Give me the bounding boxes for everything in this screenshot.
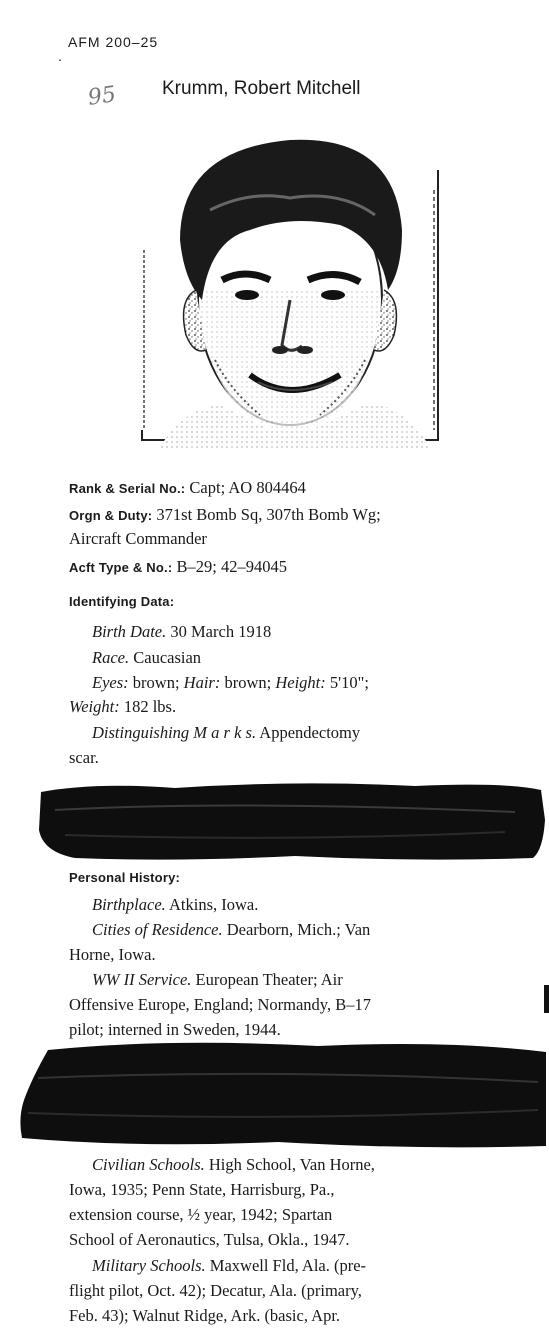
scan-artifact [544, 985, 549, 1013]
handwritten-page-number: 95 [86, 82, 118, 111]
ww2-value: European Theater; Air [191, 970, 343, 989]
redaction-bar [35, 780, 547, 862]
marks-value: Appendectomy [256, 723, 361, 742]
height-value: 5'10"; [325, 673, 369, 692]
form-number: AFM 200–25 [68, 34, 159, 50]
cities-label: Cities of Residence. [92, 920, 223, 939]
birthplace-value: Atkins, Iowa. [165, 895, 259, 914]
birth-line [92, 622, 271, 642]
ww2-line-2: Offensive Europe, England; Normandy, B–17 [69, 995, 371, 1014]
weight-value: 182 lbs. [119, 697, 177, 716]
acft-line [69, 557, 287, 577]
identifying-heading: Identifying Data: [69, 594, 175, 609]
civ-line-2: Iowa, 1935; Penn State, Harrisburg, Pa., [69, 1180, 335, 1199]
personal-heading: Personal History: [69, 870, 181, 885]
race-value: Caucasian [129, 648, 202, 667]
cities-line-2: Horne, Iowa. [69, 945, 156, 964]
eyes-value: brown; [128, 673, 184, 692]
redaction-bar-large [18, 1038, 548, 1150]
marks-label: Distinguishing M a r k s. [92, 723, 257, 742]
birthplace-line [92, 895, 258, 915]
marks-line [92, 723, 360, 743]
ww2-line [92, 970, 343, 990]
mil-line [92, 1256, 366, 1276]
person-name: Krumm, Robert Mitchell [162, 78, 361, 99]
cities-value: Dearborn, Mich.; Van [222, 920, 371, 939]
birth-value: 30 March 1918 [166, 622, 272, 641]
orgn-line [69, 505, 381, 525]
mil-line-2: flight pilot, Oct. 42); Decatur, Ala. (primary, [69, 1281, 362, 1300]
cities-line [92, 920, 370, 940]
civ-line-3: extension course, ½ year, 1942; Spartan [69, 1205, 333, 1224]
portrait-photo [140, 130, 440, 448]
race-line [92, 648, 201, 668]
civ-value: High School, Van Horne, [204, 1155, 375, 1174]
mil-value: Maxwell Fld, Ala. (pre- [205, 1256, 367, 1275]
orgn-value: 371st Bomb Sq, 307th Bomb Wg; [152, 505, 381, 524]
mil-label: Military Schools. [92, 1256, 206, 1275]
weight-label: Weight: [69, 697, 120, 716]
orgn-label: Orgn & Duty: [69, 508, 153, 523]
scan-mark: . [58, 48, 62, 64]
ww2-line-3: pilot; interned in Sweden, 1944. [69, 1020, 281, 1039]
race-label: Race. [92, 648, 130, 667]
mil-line-3: Feb. 43); Walnut Ridge, Ark. (basic, Apr. [69, 1306, 341, 1325]
birthplace-label: Birthplace. [92, 895, 166, 914]
eyes-line [92, 673, 369, 693]
acft-label: Acft Type & No.: [69, 560, 173, 575]
rank-label: Rank & Serial No.: [69, 481, 186, 496]
eyes-label: Eyes: [92, 673, 129, 692]
birth-label: Birth Date. [92, 622, 167, 641]
civ-label: Civilian Schools. [92, 1155, 205, 1174]
weight-line [69, 697, 176, 717]
acft-value: B–29; 42–94045 [172, 557, 287, 576]
civ-line-4: School of Aeronautics, Tulsa, Okla., 1947. [69, 1230, 350, 1249]
height-label: Height: [275, 673, 326, 692]
civ-line [92, 1155, 375, 1175]
hair-value: brown; [220, 673, 276, 692]
marks-line-2: scar. [69, 748, 99, 767]
rank-value: Capt; AO 804464 [185, 478, 306, 497]
hair-label: Hair: [183, 673, 221, 692]
ww2-label: WW II Service. [92, 970, 192, 989]
orgn-line-2: Aircraft Commander [69, 529, 207, 548]
rank-line [69, 478, 306, 498]
